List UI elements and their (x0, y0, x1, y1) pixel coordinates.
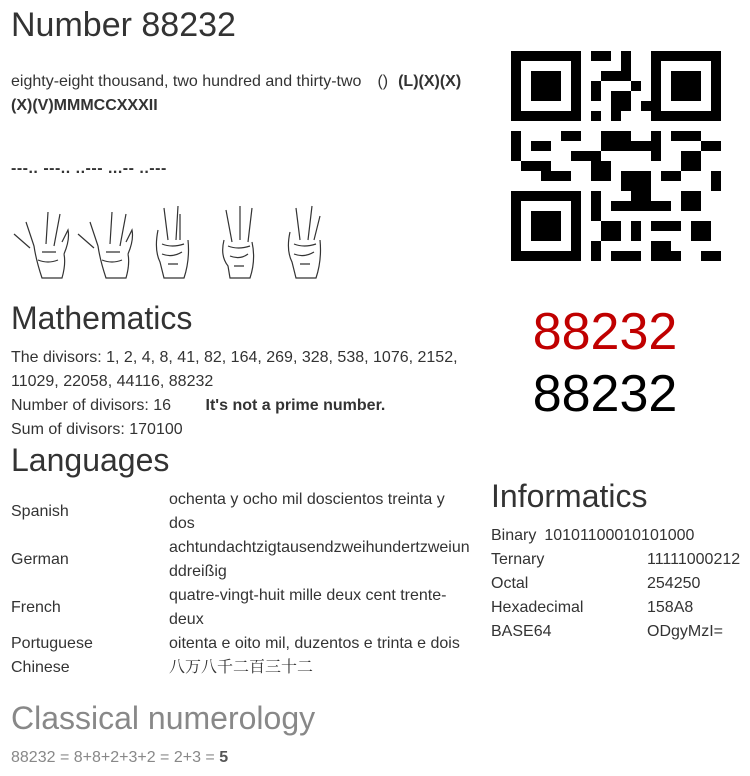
divisor-count: Number of divisors: 16 (11, 397, 172, 414)
prime-status: It's not a prime number. (205, 397, 386, 414)
words-paren: () (377, 73, 389, 90)
morse-code: ---.. ---.. ..--- ...-- ..--- (11, 160, 167, 177)
info-name: Hexadecimal (491, 599, 584, 616)
divisors-list: The divisors: 1, 2, 4, 8, 41, 82, 164, 269, 328, 538, 1076, 2152, 11029, 22058, 44116, 88232 (11, 349, 458, 390)
language-name: Spanish (11, 503, 69, 520)
language-value: achtundachtzigtausendzweihundertzweiunddreißig (169, 539, 470, 580)
numerology-formula (11, 746, 228, 770)
language-name: Chinese (11, 659, 70, 676)
info-name: Binary (491, 527, 537, 544)
hand-8-icon (14, 212, 69, 278)
informatics-heading: Informatics (491, 478, 648, 514)
language-name: German (11, 551, 69, 568)
info-value: ODgyMzI= (647, 623, 724, 640)
languages-heading: Languages (11, 442, 170, 478)
language-value: quatre-vingt-huit mille deux cent trente-deux (169, 587, 447, 628)
words-text: eighty-eight thousand, two hundred and thirty-two (11, 73, 362, 90)
language-name: Portuguese (11, 635, 93, 652)
language-value: ochenta y ocho mil doscientos treinta y dos (169, 491, 445, 532)
languages-table (11, 488, 481, 680)
hand-3-icon (223, 206, 254, 278)
number-display-red: 88232 (532, 303, 678, 361)
number-display-black: 88232 (532, 365, 678, 423)
mathematics-heading: Mathematics (11, 300, 193, 336)
roman-numeral: (L)(X)(X)(X)(V)MMMCCXXXII (11, 73, 462, 114)
language-row (11, 536, 481, 584)
language-row (11, 488, 481, 536)
qr-code-image (511, 51, 721, 261)
hand-8-icon (78, 212, 133, 278)
language-value: 八万八千二百三十二 (169, 659, 314, 676)
language-name: French (11, 599, 61, 616)
numerology-sum: 88232 = 8+8+2+3+2 = 2+3 = (11, 749, 220, 766)
info-name: BASE64 (491, 623, 552, 640)
language-value: oitenta e oito mil, duzentos e trinta e dois (169, 635, 460, 652)
mathematics-section (11, 346, 481, 442)
info-row (491, 596, 746, 620)
numerology-result: 5 (219, 749, 229, 766)
divisor-count-row (11, 394, 481, 418)
info-row (491, 524, 746, 548)
number-in-words (11, 70, 471, 118)
informatics-table (491, 524, 746, 644)
page-title: Number 88232 (11, 6, 236, 44)
divisor-sum: Sum of divisors: 170100 (11, 421, 183, 438)
language-row (11, 632, 481, 656)
hand-signs (10, 200, 330, 282)
language-row (11, 584, 481, 632)
info-value: 10101100010101000 (544, 527, 695, 544)
language-row (11, 656, 481, 680)
info-value: 11111000212 (647, 551, 741, 568)
info-row (491, 548, 746, 572)
hand-2-icon (156, 206, 188, 278)
info-row (491, 572, 746, 596)
info-name: Octal (491, 575, 529, 592)
hand-2-icon (288, 206, 320, 278)
info-row (491, 620, 746, 644)
info-name: Ternary (491, 551, 545, 568)
numerology-heading: Classical numerology (11, 700, 316, 736)
info-value: 254250 (647, 575, 701, 592)
info-value: 158A8 (647, 599, 694, 616)
